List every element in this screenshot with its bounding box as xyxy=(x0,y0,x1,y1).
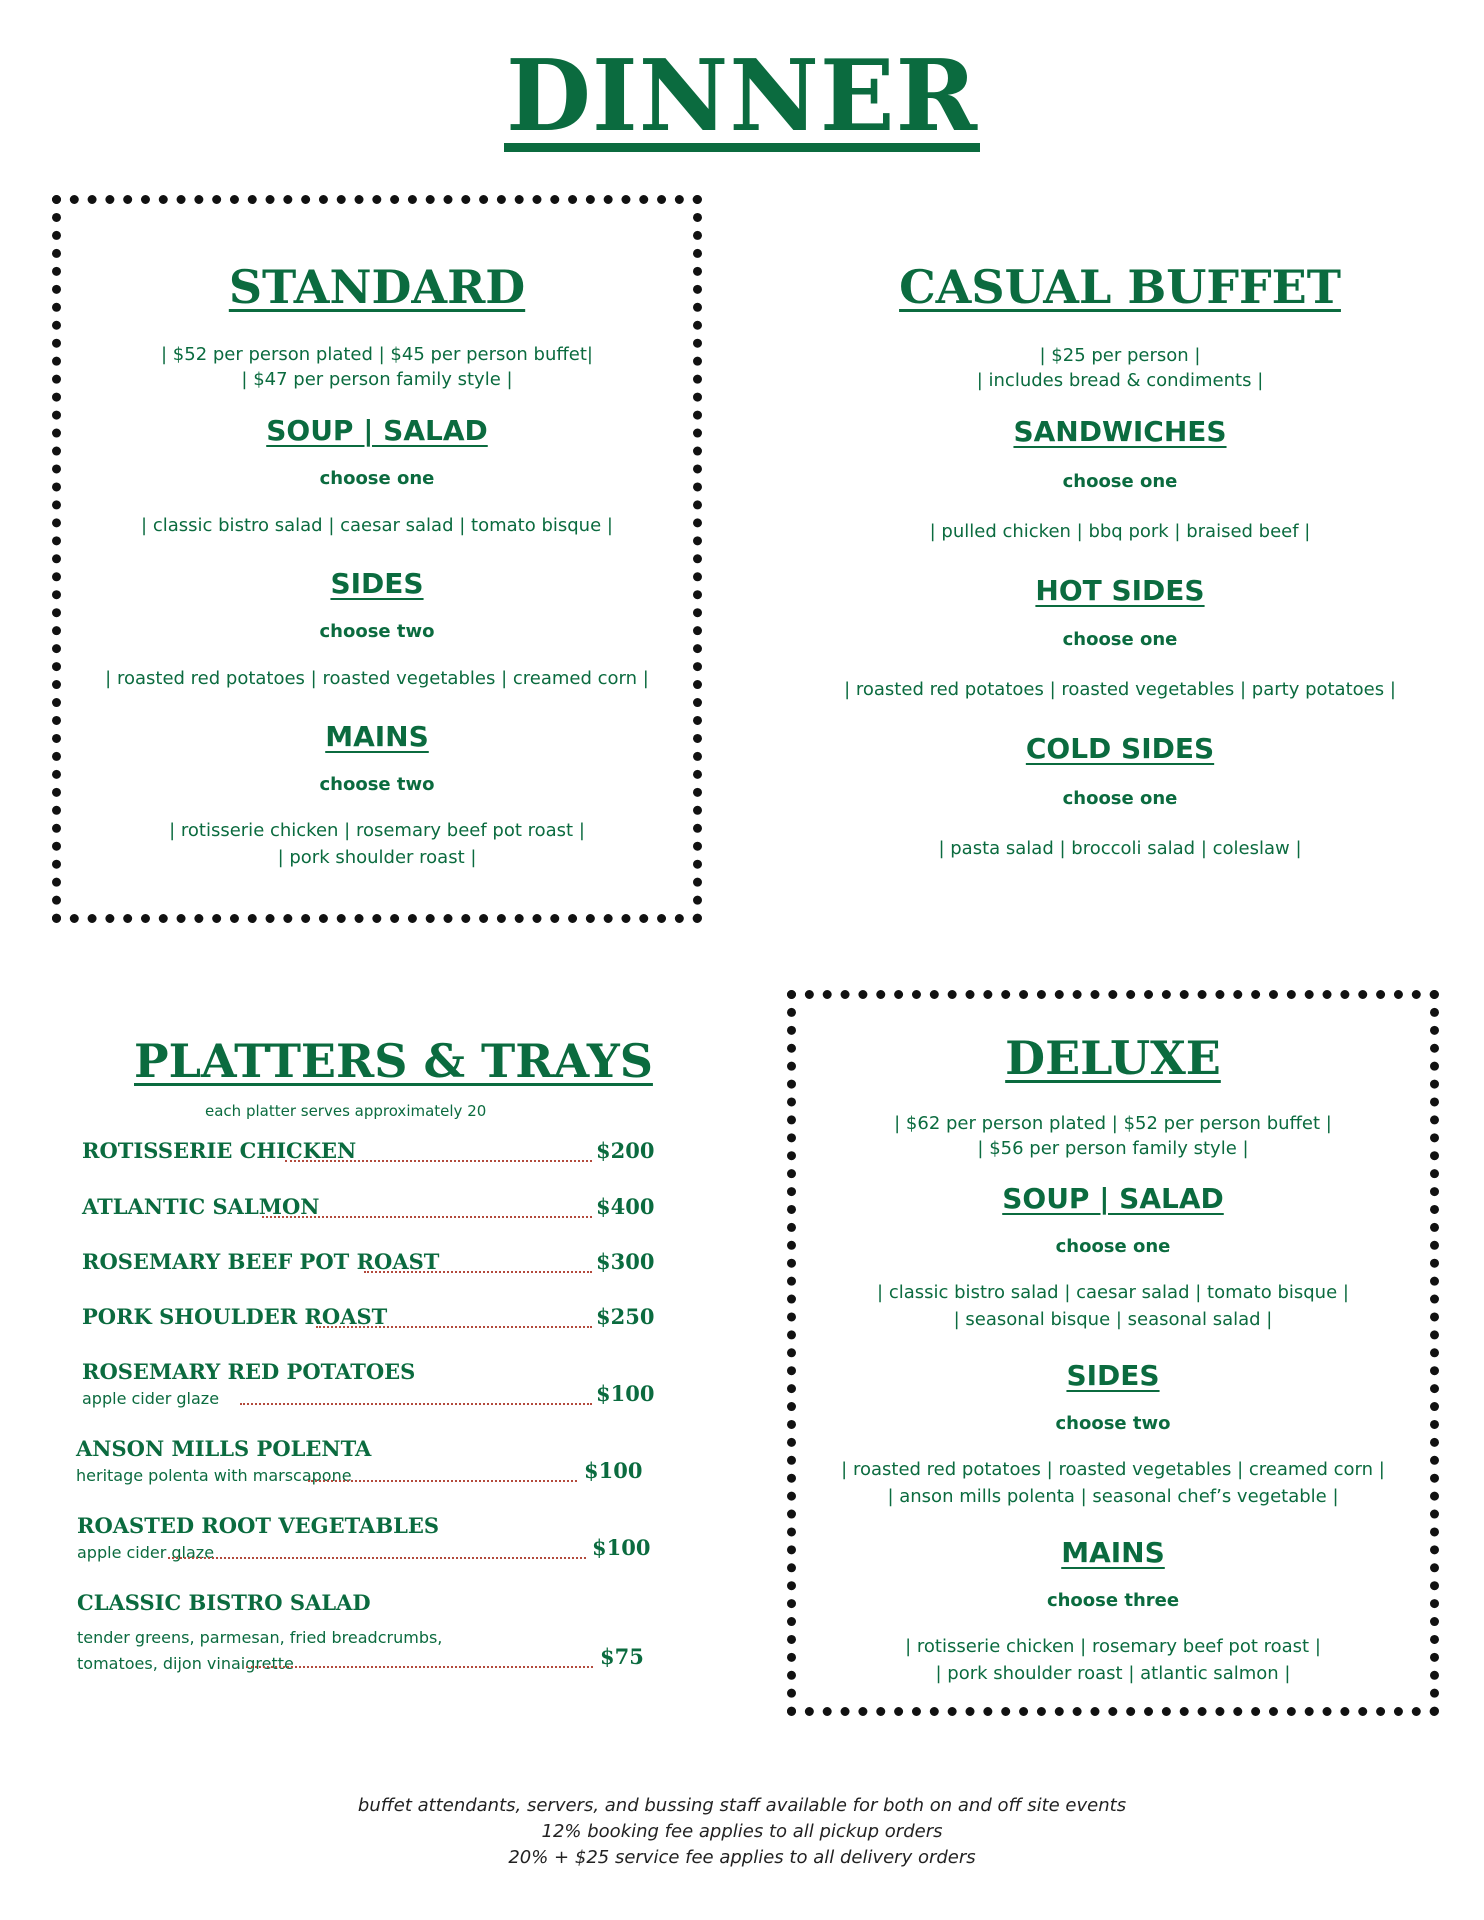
platter-item xyxy=(70,1436,670,1496)
casual-hot-sides-items: | roasted red potatoes | roasted vegetables | party potatoes | xyxy=(844,679,1396,700)
casual-cold-sides-title: COLD SIDES xyxy=(1025,732,1215,765)
deluxe-sides-title: SIDES xyxy=(1066,1359,1160,1392)
platter-item-description: apple cider glaze xyxy=(77,1543,215,1562)
casual-sandwiches-choose: choose one xyxy=(1062,471,1178,492)
platter-item xyxy=(70,1249,670,1285)
deluxe-soup-salad-items-line2: | seasonal bisque | seasonal salad | xyxy=(953,1309,1273,1330)
platter-item-price: $300 xyxy=(596,1249,655,1274)
casual-hot-sides-choose: choose one xyxy=(1062,629,1178,650)
deluxe-mains-items-line1: | rotisserie chicken | rosemary beef pot roast | xyxy=(905,1636,1321,1657)
casual-sandwiches-title: SANDWICHES xyxy=(1013,415,1227,448)
deluxe-mains-choose: choose three xyxy=(1046,1590,1180,1611)
page-title-text: DINNER xyxy=(505,39,979,154)
footer xyxy=(0,1793,1484,1871)
standard-soup-salad-title: SOUP | SALAD xyxy=(266,414,488,447)
deluxe-soup-salad-choose: choose one xyxy=(1055,1236,1171,1257)
platter-item-name: ANSON MILLS POLENTA xyxy=(76,1436,372,1461)
standard-price-line1: | $52 per person plated | $45 per person buffet| xyxy=(161,344,593,365)
standard-mains-choose: choose two xyxy=(319,774,435,795)
platter-item-price: $100 xyxy=(584,1458,643,1483)
platter-item-leader xyxy=(364,1271,592,1273)
platter-item xyxy=(70,1304,670,1340)
deluxe-panel xyxy=(787,990,1439,1716)
platter-item-price: $250 xyxy=(596,1304,655,1329)
platter-item-name: ROASTED ROOT VEGETABLES xyxy=(77,1513,440,1538)
casual-price-line2: | includes bread & condiments | xyxy=(976,370,1264,391)
platter-item-description: apple cider glaze xyxy=(82,1389,220,1408)
deluxe-sides-choose: choose two xyxy=(1055,1413,1171,1434)
deluxe-sides-items-line1: | roasted red potatoes | roasted vegetables | creamed corn | xyxy=(841,1459,1385,1480)
deluxe-mains-title: MAINS xyxy=(1061,1536,1165,1569)
deluxe-title: DELUXE xyxy=(1005,1031,1221,1085)
platter-item-leader xyxy=(240,1403,592,1405)
platter-item-description: tender greens, parmesan, fried breadcrumbs, xyxy=(77,1628,443,1647)
platters-title: PLATTERS & TRAYS xyxy=(134,1034,653,1088)
deluxe-price-line2: | $56 per person family style | xyxy=(977,1138,1249,1159)
standard-sides-items: | roasted red potatoes | roasted vegetables | creamed corn | xyxy=(105,668,649,689)
platter-item-leader xyxy=(316,1326,592,1328)
platter-item-name: ROTISSERIE CHICKEN xyxy=(82,1138,357,1163)
deluxe-price-line1: | $62 per person plated | $52 per person buffet | xyxy=(894,1113,1332,1134)
footer-line1: buffet attendants, servers, and bussing staff available for both on and off site events xyxy=(357,1795,1127,1816)
platter-item-leader xyxy=(285,1160,592,1162)
platter-item-leader xyxy=(262,1216,592,1218)
standard-sides-title: SIDES xyxy=(330,567,424,600)
platter-item-description-line2: tomatoes, dijon vinaigrette xyxy=(77,1654,294,1673)
standard-mains-items-line1: | rotisserie chicken | rosemary beef pot roast | xyxy=(169,820,585,841)
standard-sides-choose: choose two xyxy=(319,621,435,642)
platter-item-price: $100 xyxy=(592,1535,651,1560)
standard-title: STANDARD xyxy=(228,260,526,314)
platter-item-leader xyxy=(308,1480,577,1482)
standard-price-line2: | $47 per person family style | xyxy=(241,369,513,390)
platters-note: each platter serves approximately 20 xyxy=(205,1102,487,1120)
platter-item-leader xyxy=(168,1557,586,1559)
standard-panel xyxy=(52,195,702,923)
platter-item-leader xyxy=(246,1666,593,1668)
casual-price-line1: | $25 per person | xyxy=(1039,345,1201,366)
platter-item-name: CLASSIC BISTRO SALAD xyxy=(77,1590,371,1615)
deluxe-soup-salad-items-line1: | classic bistro salad | caesar salad | tomato bisque | xyxy=(877,1282,1349,1303)
platter-item xyxy=(70,1194,670,1230)
standard-soup-salad-items: | classic bistro salad | caesar salad | tomato bisque | xyxy=(141,515,613,536)
casual-cold-sides-choose: choose one xyxy=(1062,788,1178,809)
casual-buffet-panel xyxy=(800,195,1440,895)
casual-buffet-title: CASUAL BUFFET xyxy=(899,260,1341,314)
standard-mains-title: MAINS xyxy=(325,720,429,753)
casual-cold-sides-items: | pasta salad | broccoli salad | coleslaw | xyxy=(938,838,1302,859)
platter-item-name: PORK SHOULDER ROAST xyxy=(82,1304,388,1329)
platter-item-description: heritage polenta with marscapone xyxy=(76,1466,352,1485)
page-title xyxy=(0,39,1484,154)
standard-mains-items-line2: | pork shoulder roast | xyxy=(277,847,477,868)
platter-item-name: ROSEMARY BEEF POT ROAST xyxy=(82,1249,440,1274)
standard-soup-salad-choose: choose one xyxy=(319,468,435,489)
deluxe-mains-items-line2: | pork shoulder roast | atlantic salmon | xyxy=(935,1663,1291,1684)
footer-line3: 20% + $25 service fee applies to all delivery orders xyxy=(508,1847,976,1868)
platter-item-price: $75 xyxy=(600,1644,644,1669)
platter-item xyxy=(70,1513,670,1573)
platters-panel xyxy=(70,1020,690,1700)
casual-hot-sides-title: HOT SIDES xyxy=(1035,574,1205,607)
platter-item xyxy=(70,1138,670,1174)
platter-item xyxy=(70,1359,670,1419)
deluxe-sides-items-line2: | anson mills polenta | seasonal chef’s vegetable | xyxy=(887,1486,1339,1507)
platter-item-price: $200 xyxy=(596,1138,655,1163)
platter-item-price: $400 xyxy=(596,1194,655,1219)
platter-item-name: ROSEMARY RED POTATOES xyxy=(82,1359,416,1384)
casual-sandwiches-items: | pulled chicken | bbq pork | braised beef | xyxy=(929,521,1311,542)
footer-line2: 12% booking fee applies to all pickup orders xyxy=(541,1821,943,1842)
deluxe-soup-salad-title: SOUP | SALAD xyxy=(1002,1182,1224,1215)
platter-item-name: ATLANTIC SALMON xyxy=(82,1194,320,1219)
platter-item-price: $100 xyxy=(596,1381,655,1406)
platter-item xyxy=(70,1590,670,1680)
